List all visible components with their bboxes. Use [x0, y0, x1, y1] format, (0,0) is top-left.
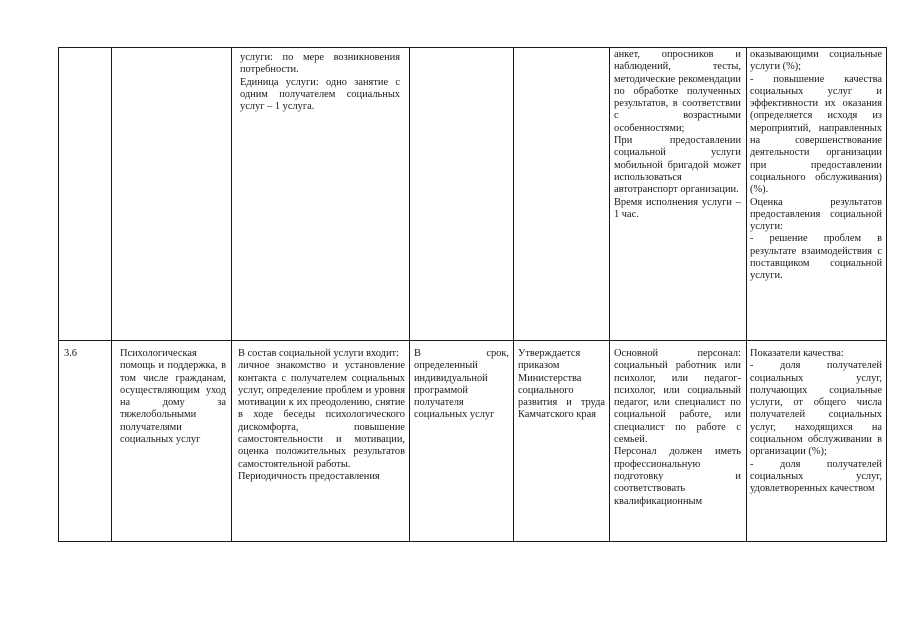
- table-left-border: [58, 47, 59, 542]
- indicator-quality-text: - повышение качества социальных услуг и эффективности их оказания (определяется исходя из мероприятий, направленных на совершенствование деятельности организации при предоставлении социального обслуживания) (%).: [750, 73, 882, 196]
- description-intro: В состав социальной услуги входит:: [238, 348, 399, 359]
- tariff-text: Утверждается приказом Министерства социального развития и труда Камчатского края: [518, 348, 605, 421]
- indicator-share-served: - доля получателей социальных услуг, получающих социальные услуги, от общего числа получателей социальных услуг, находящихся на социальном обслуживании в организации (%);: [750, 360, 882, 458]
- column-divider-6: [746, 47, 747, 542]
- column-divider-5: [609, 47, 610, 542]
- cell-description-continued: [240, 52, 400, 336]
- evaluation-result-text: - решение проблем в результате взаимодействия с поставщиком социальной услуги.: [750, 233, 882, 282]
- evaluation-heading: Оценка результатов предоставления социальной услуги:: [750, 196, 882, 233]
- staff-text: Основной персонал: социальный работник или психолог, или педагог-психолог, или социальный педагог, или специалист по социальной работе, или специалист по работе с семьей.: [614, 348, 741, 446]
- cell-service-term: [414, 348, 509, 538]
- indicator-share-satisfied: - доля получателей социальных услуг, удовлетворенных качеством: [750, 458, 882, 495]
- cell-conditions-continued: [614, 49, 741, 337]
- row-separator: [58, 340, 887, 341]
- cell-conditions: [614, 348, 741, 540]
- column-divider-2: [231, 47, 232, 542]
- column-divider-4: [513, 47, 514, 542]
- table-top-border: [58, 47, 887, 48]
- cell-service-description: [238, 348, 405, 540]
- column-divider-1: [111, 47, 112, 542]
- description-periodicity: Периодичность предоставления: [238, 470, 380, 482]
- cell-indicators-continued: [750, 49, 882, 337]
- duration-text: Время исполнения услуги – 1 час.: [614, 196, 741, 220]
- service-name: Психологическая помощь и поддержка, в том числе гражданам, осуществляющим уход на дому за тяжелобольными получателями социальных услуг: [120, 348, 226, 446]
- description-body: личное знакомство и установление контакта с получателем социальных услуг, определение проблем и уровня мотивации к их преодолению, снятие в ходе беседы психологического дискомфорта, повышение самостоятельности и мотивации, оценка положительных результатов самостоятельной работы.: [238, 360, 405, 470]
- periodicity-text: услуги: по мере возникновения потребности.: [240, 52, 400, 76]
- service-term: В срок, определенный индивидуальной программой получателя социальных услуг: [414, 348, 509, 421]
- table-right-border: [886, 47, 887, 542]
- cell-tariff: [518, 348, 605, 538]
- mobile-team-text: При предоставлении социальной услуги мобильной бригадой может использоваться автотранспорт организации.: [614, 135, 741, 196]
- indicators-heading: Показатели качества:: [750, 348, 844, 359]
- table-bottom-border: [58, 541, 887, 542]
- cell-indicators: [750, 348, 882, 540]
- conditions-methods-text: анкет, опросников и наблюдений, тесты, методические рекомендации по обработке полученных результатов, в соответствии с возрастными особенностями;: [614, 49, 741, 134]
- cell-service-name: [120, 348, 226, 538]
- staff-qualification-text: Персонал должен иметь профессиональную подготовку и соответствовать квалификационным: [614, 446, 741, 507]
- cell-row-number: [64, 348, 108, 360]
- row-number: 3.6: [64, 348, 77, 359]
- unit-text: Единица услуги: одно занятие с одним получателем социальных услуг – 1 услуга.: [240, 76, 400, 113]
- column-divider-3: [409, 47, 410, 542]
- indicator-providers-text: оказывающими социальные услуги (%);: [750, 49, 882, 73]
